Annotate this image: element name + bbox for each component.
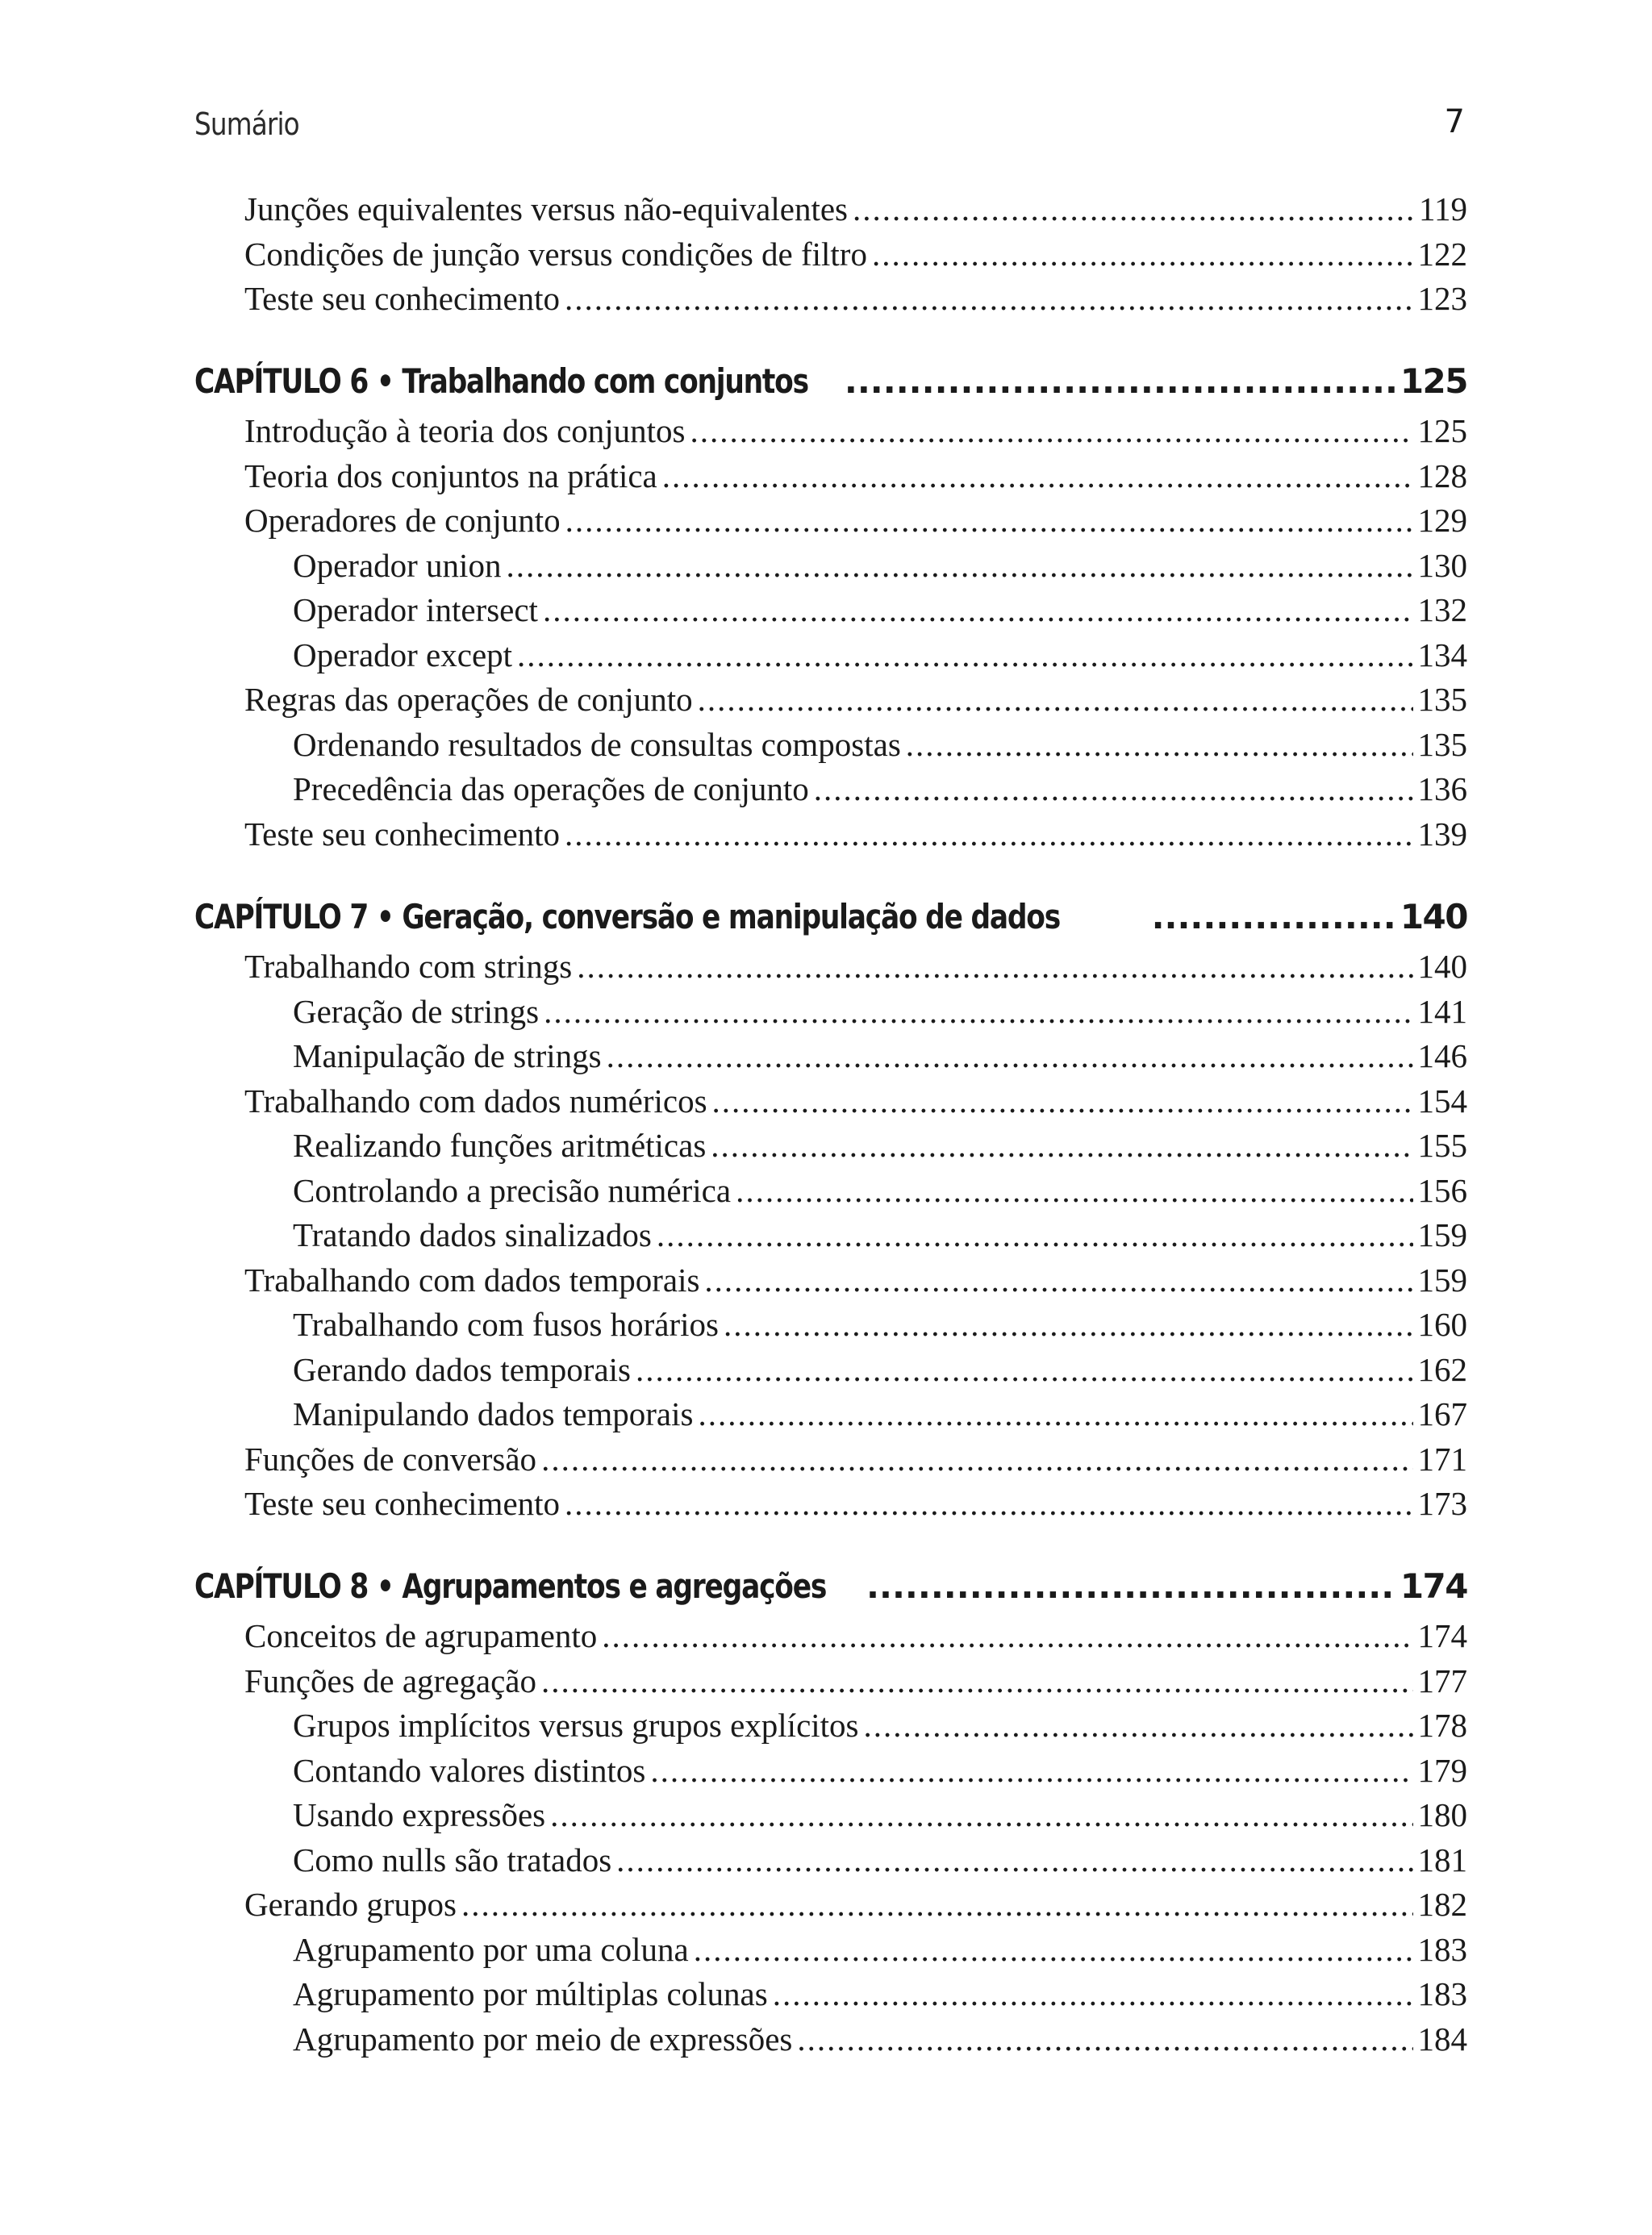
toc-subentry bbox=[293, 725, 1467, 770]
leader-dots bbox=[797, 2020, 1412, 2058]
chapter-title: CAPÍTULO 6 • Trabalhando com conjuntos bbox=[194, 361, 808, 401]
toc-entry-title: Grupos implícitos versus grupos explícitos bbox=[293, 1707, 859, 1744]
leader-dots bbox=[814, 769, 1413, 808]
toc-entry-page: 181 bbox=[1417, 1841, 1467, 1878]
leader-dots bbox=[543, 590, 1413, 629]
toc-entry-page: 119 bbox=[1419, 190, 1467, 227]
toc-entry-page: 159 bbox=[1417, 1261, 1467, 1299]
chapter-page: 140 bbox=[1400, 897, 1467, 936]
toc-entry-title: Gerando dados temporais bbox=[293, 1351, 631, 1388]
leader-dots bbox=[541, 1662, 1413, 1700]
toc-entry bbox=[244, 457, 1467, 502]
toc-entry-page: 146 bbox=[1417, 1037, 1467, 1074]
leader-dots bbox=[565, 501, 1413, 540]
toc-entry-title: Agrupamento por múltiplas colunas bbox=[293, 1975, 768, 2012]
toc-entry bbox=[244, 1261, 1467, 1306]
toc-subentry bbox=[293, 1305, 1467, 1350]
toc-entry-title: Trabalhando com dados numéricos bbox=[244, 1082, 707, 1120]
chapter-heading bbox=[194, 897, 1467, 949]
chapter-heading bbox=[194, 361, 1467, 413]
toc-subentry bbox=[293, 2020, 1467, 2065]
toc-entry-page: 154 bbox=[1417, 1082, 1467, 1120]
leader-dots bbox=[544, 992, 1412, 1031]
leader-dots bbox=[662, 457, 1413, 495]
toc-subentry bbox=[293, 1395, 1467, 1440]
leader-dots bbox=[636, 1350, 1413, 1389]
leader-dots bbox=[773, 1974, 1413, 2013]
toc-entry-page: 179 bbox=[1417, 1752, 1467, 1789]
toc-entry-page: 182 bbox=[1417, 1886, 1467, 1923]
toc-subentry bbox=[293, 1350, 1467, 1395]
toc-entry-page: 178 bbox=[1417, 1707, 1467, 1744]
leader-dots bbox=[694, 1930, 1413, 1969]
toc-entry-page: 135 bbox=[1417, 726, 1467, 763]
toc-entry-page: 135 bbox=[1417, 681, 1467, 718]
toc-entry bbox=[244, 1662, 1467, 1707]
toc-entry-title: Tratando dados sinalizados bbox=[293, 1216, 652, 1253]
leader-dots bbox=[506, 546, 1412, 585]
toc-entry-title: Precedência das operações de conjunto bbox=[293, 770, 809, 807]
toc-entry-page: 184 bbox=[1417, 2020, 1467, 2058]
leader-dots bbox=[1152, 897, 1395, 936]
running-header: Sumário bbox=[194, 106, 299, 142]
toc-entry-title: Operador union bbox=[293, 547, 502, 584]
leader-dots bbox=[650, 1751, 1412, 1790]
leader-dots bbox=[577, 947, 1412, 986]
toc-entry-title: Contando valores distintos bbox=[293, 1752, 646, 1789]
toc-entry-page: 130 bbox=[1417, 547, 1467, 584]
toc-entry-title: Geração de strings bbox=[293, 993, 540, 1030]
toc-subentry bbox=[293, 1126, 1467, 1171]
toc-entry bbox=[244, 411, 1467, 457]
toc-entry-title: Condições de junção versus condições de filtro bbox=[244, 236, 867, 273]
leader-dots bbox=[853, 190, 1414, 228]
toc-entry bbox=[244, 279, 1467, 324]
toc-entry-page: 183 bbox=[1417, 1975, 1467, 2012]
toc-subentry bbox=[293, 1706, 1467, 1751]
chapter-page: 174 bbox=[1400, 1566, 1467, 1606]
leader-dots bbox=[616, 1841, 1412, 1879]
toc-entry bbox=[244, 947, 1467, 992]
toc-entry-title: Agrupamento por uma coluna bbox=[293, 1931, 689, 1968]
toc-entry bbox=[244, 680, 1467, 725]
toc-entry-page: 129 bbox=[1417, 502, 1467, 539]
page-number: 7 bbox=[1444, 103, 1465, 140]
leader-dots bbox=[565, 815, 1412, 853]
leader-dots bbox=[736, 1171, 1412, 1210]
leader-dots bbox=[698, 680, 1413, 719]
toc-subentry bbox=[293, 1751, 1467, 1796]
toc-entry-page: 125 bbox=[1417, 412, 1467, 449]
toc-subentry bbox=[293, 636, 1467, 681]
toc-subentry bbox=[293, 1171, 1467, 1216]
toc-entry-title: Teste seu conhecimento bbox=[244, 815, 561, 853]
chapter-title: CAPÍTULO 7 • Geração, conversão e manipulação de dados bbox=[194, 897, 1061, 936]
toc-subentry bbox=[293, 992, 1467, 1037]
toc-entry-page: 132 bbox=[1417, 591, 1467, 628]
toc-entry-title: Controlando a precisão numérica bbox=[293, 1172, 732, 1209]
leader-dots bbox=[704, 1261, 1412, 1299]
toc-subentry bbox=[293, 769, 1467, 815]
leader-dots bbox=[541, 1440, 1412, 1478]
toc-entry-title: Como nulls são tratados bbox=[293, 1841, 612, 1878]
leader-dots bbox=[461, 1885, 1412, 1924]
toc-entry-title: Trabalhando com strings bbox=[244, 948, 573, 985]
leader-dots bbox=[565, 279, 1412, 318]
toc-entry-page: 160 bbox=[1417, 1306, 1467, 1343]
toc-entry-page: 177 bbox=[1417, 1662, 1467, 1699]
toc-entry-title: Usando expressões bbox=[293, 1796, 546, 1833]
toc-entry bbox=[244, 1616, 1467, 1662]
toc-entry-title: Introdução à teoria dos conjuntos bbox=[244, 412, 686, 449]
toc-subentry bbox=[293, 546, 1467, 591]
leader-dots bbox=[712, 1082, 1413, 1120]
toc-subentry bbox=[293, 1036, 1467, 1082]
toc-entry-page: 136 bbox=[1417, 770, 1467, 807]
toc-entry bbox=[244, 190, 1467, 235]
toc-entry-title: Agrupamento por meio de expressões bbox=[293, 2020, 793, 2058]
toc-entry bbox=[244, 1484, 1467, 1529]
leader-dots bbox=[602, 1616, 1412, 1655]
leader-dots bbox=[607, 1036, 1413, 1075]
toc-entry-title: Manipulando dados temporais bbox=[293, 1395, 694, 1432]
chapter-title: CAPÍTULO 8 • Agrupamentos e agregações bbox=[194, 1566, 827, 1606]
leader-dots bbox=[698, 1395, 1412, 1433]
toc-entry-title: Funções de agregação bbox=[244, 1662, 536, 1699]
toc-entry-title: Operador except bbox=[293, 636, 513, 673]
toc-subentry bbox=[293, 590, 1467, 636]
toc-entry-page: 139 bbox=[1417, 815, 1467, 853]
leader-dots bbox=[517, 636, 1412, 674]
toc-entry-title: Teste seu conhecimento bbox=[244, 280, 561, 317]
toc-entry-page: 171 bbox=[1417, 1441, 1467, 1478]
toc-entry-page: 183 bbox=[1417, 1931, 1467, 1968]
toc-subentry bbox=[293, 1930, 1467, 1975]
leader-dots bbox=[845, 361, 1395, 401]
leader-dots bbox=[690, 411, 1413, 450]
leader-dots bbox=[657, 1215, 1413, 1254]
leader-dots bbox=[724, 1305, 1413, 1344]
leader-dots bbox=[906, 725, 1413, 764]
toc-entry-page: 174 bbox=[1417, 1617, 1467, 1654]
toc-entry bbox=[244, 1885, 1467, 1930]
toc-entry-page: 122 bbox=[1417, 236, 1467, 273]
toc-entry-page: 134 bbox=[1417, 636, 1467, 673]
leader-dots bbox=[550, 1795, 1412, 1834]
chapter-page: 125 bbox=[1400, 361, 1467, 401]
toc-entry-title: Junções equivalentes versus não-equivalentes bbox=[244, 190, 849, 227]
toc-entry-page: 159 bbox=[1417, 1216, 1467, 1253]
toc-subentry bbox=[293, 1215, 1467, 1261]
leader-dots bbox=[872, 235, 1413, 273]
toc-entry-title: Trabalhando com fusos horários bbox=[293, 1306, 719, 1343]
leader-dots bbox=[864, 1706, 1413, 1745]
toc-entry-title: Operador intersect bbox=[293, 591, 538, 628]
toc-entry-title: Regras das operações de conjunto bbox=[244, 681, 693, 718]
toc-entry-title: Gerando grupos bbox=[244, 1886, 457, 1923]
toc-entry-page: 155 bbox=[1417, 1127, 1467, 1164]
toc-entry-title: Conceitos de agrupamento bbox=[244, 1617, 598, 1654]
leader-dots bbox=[866, 1566, 1395, 1606]
toc-entry-page: 167 bbox=[1417, 1395, 1467, 1432]
toc-entry-title: Ordenando resultados de consultas compostas bbox=[293, 726, 901, 763]
toc-entry-page: 140 bbox=[1417, 948, 1467, 985]
toc-entry bbox=[244, 235, 1467, 280]
toc-entry-page: 156 bbox=[1417, 1172, 1467, 1209]
toc-entry-title: Realizando funções aritméticas bbox=[293, 1127, 707, 1164]
chapter-heading bbox=[194, 1566, 1467, 1618]
leader-dots bbox=[711, 1126, 1412, 1165]
toc-entry-page: 141 bbox=[1417, 993, 1467, 1030]
toc-entry bbox=[244, 815, 1467, 860]
toc-entry-page: 123 bbox=[1417, 280, 1467, 317]
toc-subentry bbox=[293, 1841, 1467, 1886]
toc-entry-page: 173 bbox=[1417, 1485, 1467, 1522]
toc-entry-page: 128 bbox=[1417, 457, 1467, 494]
toc-entry bbox=[244, 1440, 1467, 1485]
toc-entry-title: Teste seu conhecimento bbox=[244, 1485, 561, 1522]
toc-entry-title: Operadores de conjunto bbox=[244, 502, 561, 539]
leader-dots bbox=[565, 1484, 1412, 1523]
toc-entry-title: Manipulação de strings bbox=[293, 1037, 602, 1074]
toc-entry-page: 162 bbox=[1417, 1351, 1467, 1388]
toc-entry-title: Teoria dos conjuntos na prática bbox=[244, 457, 657, 494]
toc-entry-title: Trabalhando com dados temporais bbox=[244, 1261, 700, 1299]
toc-entry-title: Funções de conversão bbox=[244, 1441, 537, 1478]
toc-entry-page: 180 bbox=[1417, 1796, 1467, 1833]
toc-subentry bbox=[293, 1795, 1467, 1841]
toc-subentry bbox=[293, 1974, 1467, 2020]
toc-entry bbox=[244, 501, 1467, 546]
toc-entry bbox=[244, 1082, 1467, 1127]
